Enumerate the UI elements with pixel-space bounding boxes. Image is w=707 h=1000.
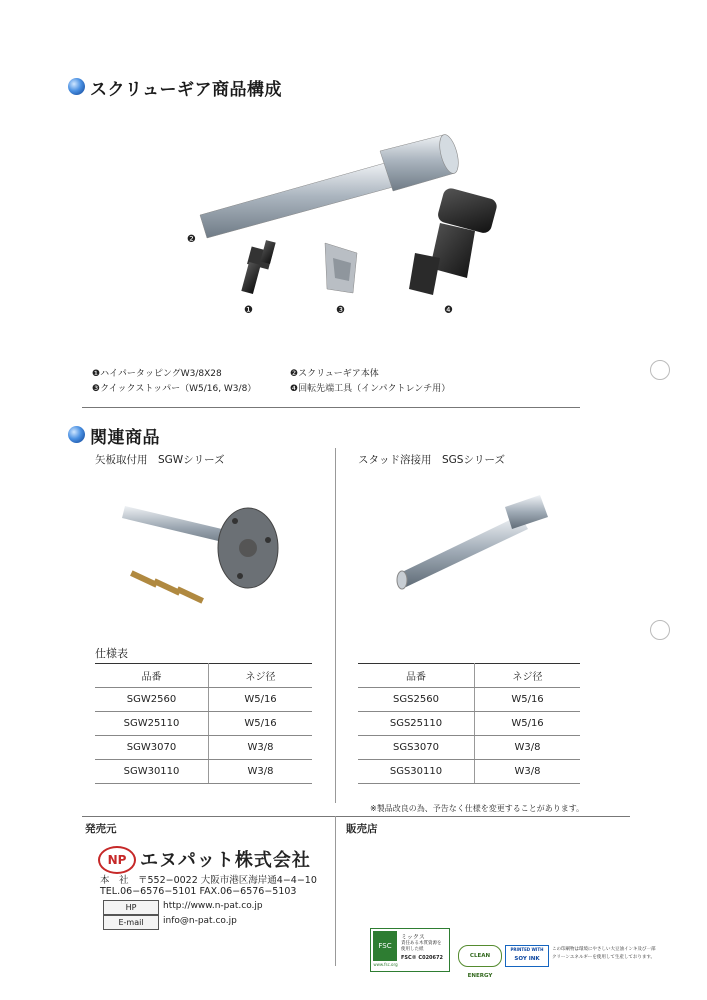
punch-hole (650, 360, 670, 380)
company-address: 本 社 〒552−0022 大阪市港区海岸通4−4−10 (100, 875, 317, 886)
header-thread: ネジ径 (209, 664, 313, 688)
cell-thread: W3/8 (475, 736, 581, 760)
fsc-text2: 使用した紙 (401, 947, 424, 952)
table-row (358, 712, 580, 736)
cell-thread: W5/16 (209, 712, 313, 736)
spec-change-note: ※製品改良の為、予告なく仕様を変更することがあります。 (370, 804, 585, 813)
issuer-label: 発売元 (85, 823, 117, 835)
clean-energy-badge: CLEAN ENERGY (458, 945, 502, 967)
fsc-mix: ミックス (401, 934, 425, 941)
sgs-spec-table (358, 663, 580, 784)
cell-part: SGW2560 (95, 688, 209, 712)
soy-ink-badge (505, 945, 549, 967)
email-link[interactable]: info@n-pat.co.jp (163, 916, 237, 926)
sgw-spec-table (95, 663, 312, 784)
section-title-related: 関連商品 (90, 428, 160, 448)
company-name: エヌパット株式会社 (140, 850, 311, 871)
cell-thread: W5/16 (475, 688, 581, 712)
email-label: E-mail (103, 915, 159, 930)
section-bullet-icon (68, 426, 85, 443)
punch-hole (650, 620, 670, 640)
sgs-series-title: スタッド溶接用 SGSシリーズ (358, 454, 505, 466)
cell-part: SGW25110 (95, 712, 209, 736)
caption-part-2: ❷スクリューギア本体 (290, 369, 379, 379)
hp-label: HP (103, 900, 159, 915)
hp-link[interactable]: http://www.n-pat.co.jp (163, 901, 263, 911)
footer-divider (82, 816, 630, 817)
part-label-1: ❶ (244, 305, 253, 316)
part-label-3: ❸ (336, 305, 345, 316)
fsc-tree-icon: FSC (373, 931, 397, 961)
table-row (358, 760, 580, 784)
section-bullet-icon (68, 78, 85, 95)
section-title-composition: スクリューギア商品構成 (90, 80, 282, 100)
footer-column-divider (335, 816, 336, 966)
cell-part: SGS3070 (358, 736, 475, 760)
soy-ink-text: SOY INK (514, 956, 540, 962)
spec-title: 仕様表 (95, 647, 128, 660)
caption-part-4: ❹回転先端工具（インパクトレンチ用） (290, 384, 451, 394)
cell-part: SGS25110 (358, 712, 475, 736)
sgw-series-title: 矢板取付用 SGWシリーズ (95, 454, 225, 466)
table-row (95, 760, 312, 784)
caption-part-1: ❶ハイパータッピングW3/8X28 (92, 369, 222, 379)
eco-note-1: この印刷物は環境にやさしい大豆油インキ及び一部 (552, 947, 656, 952)
table-row (358, 736, 580, 760)
sgw-product-photo (110, 488, 310, 608)
table-header-row (358, 664, 580, 688)
cell-thread: W3/8 (209, 760, 313, 784)
table-row (95, 688, 312, 712)
sgw-illustration (110, 488, 310, 608)
sgs-product-photo (380, 495, 550, 595)
cell-part: SGW3070 (95, 736, 209, 760)
part-label-4: ❹ (444, 305, 453, 316)
soy-ink-top: PRINTED WITH (510, 947, 544, 952)
table-header-row (95, 664, 312, 688)
sgs-illustration (380, 495, 550, 595)
eco-note-2: クリーンエネルギーを使用して生産しております。 (552, 955, 656, 960)
np-logo-icon: NP (98, 846, 136, 874)
header-part-number: 品番 (95, 664, 209, 688)
fsc-url: www.fsc.org (373, 962, 398, 967)
cell-thread: W3/8 (209, 736, 313, 760)
seller-label: 販売店 (346, 823, 378, 835)
caption-part-3: ❸クイックストッパー（W5/16, W3/8） (92, 384, 257, 394)
cell-part: SGS2560 (358, 688, 475, 712)
divider (82, 407, 580, 408)
fsc-code: FSC® C020672 (401, 955, 443, 961)
cell-part: SGW30110 (95, 760, 209, 784)
table-row (95, 736, 312, 760)
cell-thread: W5/16 (475, 712, 581, 736)
fsc-text1: 責任ある木質資源を (401, 941, 442, 946)
cell-thread: W3/8 (475, 760, 581, 784)
fsc-badge (370, 928, 450, 972)
header-thread: ネジ径 (475, 664, 581, 688)
part-label-2: ❷ (187, 234, 196, 245)
table-row (358, 688, 580, 712)
cell-part: SGS30110 (358, 760, 475, 784)
table-row (95, 712, 312, 736)
column-divider (335, 448, 336, 803)
header-part-number: 品番 (358, 664, 475, 688)
company-phone-fax: TEL.06−6576−5101 FAX.06−6576−5103 (100, 886, 297, 897)
cell-thread: W5/16 (209, 688, 313, 712)
